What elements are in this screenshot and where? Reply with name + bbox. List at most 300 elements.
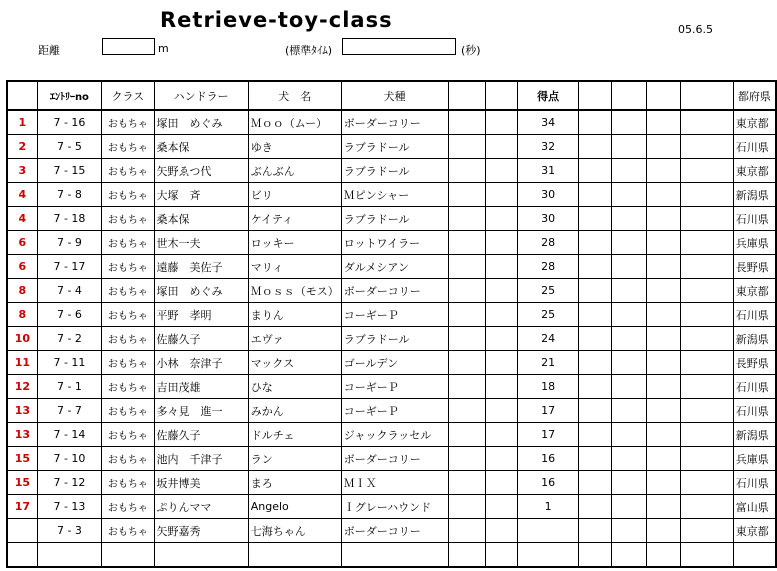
table-row: [7, 351, 776, 375]
breed-cell: ＭＩＸ: [341, 471, 448, 495]
breed-cell: Ｍピンシャー: [341, 183, 448, 207]
blank-cell: [448, 447, 485, 471]
dog-name-cell: マリィ: [248, 255, 341, 279]
entry-no-cell: 7 - 7: [37, 399, 101, 423]
class-cell: [102, 543, 154, 568]
blank-cell: [579, 303, 612, 327]
handler-cell: 平野 孝明: [154, 303, 248, 327]
score-cell: 31: [517, 159, 578, 183]
rank-cell: 12: [7, 375, 37, 399]
blank-cell: [579, 110, 612, 135]
blank-cell: [579, 183, 612, 207]
breed-cell: ボーダーコリー: [341, 519, 448, 543]
class-cell: おもちゃ: [102, 399, 154, 423]
blank-cell: [612, 279, 647, 303]
prefecture-cell: 新潟県: [733, 183, 776, 207]
entry-no-cell: 7 - 5: [37, 135, 101, 159]
standard-time-field[interactable]: [342, 38, 456, 55]
class-cell: おもちゃ: [102, 110, 154, 135]
blank-cell: [646, 159, 681, 183]
blank-cell: [681, 303, 733, 327]
score-cell: 16: [517, 471, 578, 495]
blank-cell: [612, 519, 647, 543]
blank-cell: [681, 279, 733, 303]
table-row: [7, 543, 776, 568]
entry-no-cell: 7 - 17: [37, 255, 101, 279]
score-cell: 17: [517, 399, 578, 423]
prefecture-cell: 富山県: [733, 495, 776, 519]
blank-cell: [681, 255, 733, 279]
blank-cell: [681, 159, 733, 183]
blank-cell: [448, 543, 485, 568]
rank-cell: 3: [7, 159, 37, 183]
table-row: [7, 471, 776, 495]
table-row: [7, 423, 776, 447]
table-row: [7, 303, 776, 327]
class-cell: おもちゃ: [102, 207, 154, 231]
blank-cell: [448, 519, 485, 543]
blank-cell: [486, 279, 518, 303]
class-cell: おもちゃ: [102, 447, 154, 471]
score-cell: 25: [517, 303, 578, 327]
blank-cell: [646, 351, 681, 375]
table-row: [7, 135, 776, 159]
blank-cell: [579, 159, 612, 183]
blank-cell: [681, 495, 733, 519]
entry-no-cell: 7 - 8: [37, 183, 101, 207]
handler-cell: 佐藤久子: [154, 423, 248, 447]
table-row: [7, 183, 776, 207]
dog-name-cell: Angelo: [248, 495, 341, 519]
blank-cell: [646, 255, 681, 279]
blank-cell: [486, 327, 518, 351]
blank-cell: [579, 207, 612, 231]
class-cell: おもちゃ: [102, 471, 154, 495]
entry-no-cell: 7 - 1: [37, 375, 101, 399]
date-label: 05.6.5: [678, 23, 713, 36]
dog-name-cell: ぶんぶん: [248, 159, 341, 183]
dog-name-cell: Ｍｏｓｓ（モス）: [248, 279, 341, 303]
handler-cell: 吉田茂雄: [154, 375, 248, 399]
distance-unit: m: [158, 42, 169, 55]
rank-cell: 13: [7, 399, 37, 423]
blank-cell: [486, 351, 518, 375]
dog-name-cell: ビリ: [248, 183, 341, 207]
blank-cell: [612, 183, 647, 207]
handler-cell: 遠藤 美佐子: [154, 255, 248, 279]
blank-cell: [646, 279, 681, 303]
blank-cell: [646, 207, 681, 231]
rank-cell: [7, 519, 37, 543]
header-dog-name: 犬 名: [248, 81, 341, 110]
blank-cell: [579, 231, 612, 255]
score-cell: 30: [517, 183, 578, 207]
header-blank: [681, 81, 733, 110]
table-row: [7, 159, 776, 183]
header-class: クラス: [102, 81, 154, 110]
entry-no-cell: 7 - 12: [37, 471, 101, 495]
table-row: [7, 279, 776, 303]
prefecture-cell: 長野県: [733, 255, 776, 279]
blank-cell: [486, 423, 518, 447]
table-row: [7, 255, 776, 279]
breed-cell: [341, 543, 448, 568]
blank-cell: [612, 375, 647, 399]
blank-cell: [448, 399, 485, 423]
blank-cell: [646, 543, 681, 568]
breed-cell: ジャックラッセル: [341, 423, 448, 447]
class-cell: おもちゃ: [102, 375, 154, 399]
header-blank: [579, 81, 612, 110]
dog-name-cell: Ｍｏｏ（ムー）: [248, 110, 341, 135]
blank-cell: [486, 375, 518, 399]
header-blank: [448, 81, 485, 110]
breed-cell: コーギーＰ: [341, 399, 448, 423]
prefecture-cell: 石川県: [733, 303, 776, 327]
blank-cell: [681, 231, 733, 255]
prefecture-cell: 石川県: [733, 399, 776, 423]
blank-cell: [579, 255, 612, 279]
entry-no-cell: 7 - 15: [37, 159, 101, 183]
prefecture-cell: 長野県: [733, 351, 776, 375]
dog-name-cell: ロッキー: [248, 231, 341, 255]
blank-cell: [646, 519, 681, 543]
dog-name-cell: 七海ちゃん: [248, 519, 341, 543]
dog-name-cell: ゆき: [248, 135, 341, 159]
blank-cell: [646, 231, 681, 255]
blank-cell: [486, 399, 518, 423]
results-table: [6, 80, 777, 568]
entry-no-cell: 7 - 2: [37, 327, 101, 351]
blank-cell: [681, 135, 733, 159]
class-cell: おもちゃ: [102, 519, 154, 543]
blank-cell: [579, 471, 612, 495]
blank-cell: [448, 135, 485, 159]
blank-cell: [681, 351, 733, 375]
blank-cell: [486, 495, 518, 519]
blank-cell: [612, 351, 647, 375]
handler-cell: 坂井博美: [154, 471, 248, 495]
prefecture-cell: 東京都: [733, 279, 776, 303]
blank-cell: [486, 159, 518, 183]
entry-no-cell: 7 - 13: [37, 495, 101, 519]
entry-no-cell: 7 - 11: [37, 351, 101, 375]
score-cell: 24: [517, 327, 578, 351]
table-row: [7, 495, 776, 519]
breed-cell: ラブラドール: [341, 207, 448, 231]
handler-cell: 小林 奈津子: [154, 351, 248, 375]
prefecture-cell: 石川県: [733, 471, 776, 495]
blank-cell: [486, 183, 518, 207]
blank-cell: [612, 159, 647, 183]
table-header-row: [7, 81, 776, 110]
score-cell: 1: [517, 495, 578, 519]
score-cell: 34: [517, 110, 578, 135]
score-cell: [517, 543, 578, 568]
prefecture-cell: 新潟県: [733, 327, 776, 351]
header-blank: [646, 81, 681, 110]
blank-cell: [579, 351, 612, 375]
score-cell: 28: [517, 231, 578, 255]
rank-cell: 2: [7, 135, 37, 159]
blank-cell: [612, 231, 647, 255]
rank-cell: 8: [7, 303, 37, 327]
blank-cell: [612, 447, 647, 471]
blank-cell: [612, 255, 647, 279]
blank-cell: [448, 231, 485, 255]
rank-cell: 4: [7, 207, 37, 231]
blank-cell: [646, 183, 681, 207]
breed-cell: ラブラドール: [341, 135, 448, 159]
blank-cell: [681, 207, 733, 231]
breed-cell: コーギーＰ: [341, 303, 448, 327]
score-cell: 28: [517, 255, 578, 279]
blank-cell: [681, 399, 733, 423]
dog-name-cell: ラン: [248, 447, 341, 471]
breed-cell: ボーダーコリー: [341, 279, 448, 303]
blank-cell: [448, 423, 485, 447]
table-row: [7, 375, 776, 399]
blank-cell: [646, 135, 681, 159]
blank-cell: [579, 327, 612, 351]
score-cell: 32: [517, 135, 578, 159]
entry-no-cell: 7 - 4: [37, 279, 101, 303]
class-cell: おもちゃ: [102, 279, 154, 303]
blank-cell: [681, 423, 733, 447]
blank-cell: [448, 351, 485, 375]
blank-cell: [681, 447, 733, 471]
table-row: [7, 110, 776, 135]
blank-cell: [579, 399, 612, 423]
blank-cell: [579, 447, 612, 471]
prefecture-cell: 石川県: [733, 207, 776, 231]
blank-cell: [448, 255, 485, 279]
blank-cell: [448, 183, 485, 207]
score-cell: 25: [517, 279, 578, 303]
blank-cell: [486, 135, 518, 159]
header-score: 得点: [517, 81, 578, 110]
prefecture-cell: 新潟県: [733, 423, 776, 447]
blank-cell: [612, 423, 647, 447]
class-cell: おもちゃ: [102, 327, 154, 351]
blank-cell: [448, 207, 485, 231]
blank-cell: [448, 110, 485, 135]
rank-cell: 15: [7, 447, 37, 471]
rank-cell: 6: [7, 231, 37, 255]
dog-name-cell: まろ: [248, 471, 341, 495]
blank-cell: [646, 303, 681, 327]
entry-no-cell: 7 - 10: [37, 447, 101, 471]
blank-cell: [579, 543, 612, 568]
dog-name-cell: みかん: [248, 399, 341, 423]
blank-cell: [612, 110, 647, 135]
page-title: Retrieve-toy-class: [160, 8, 393, 32]
breed-cell: コーギーＰ: [341, 375, 448, 399]
blank-cell: [579, 135, 612, 159]
handler-cell: 池内 千津子: [154, 447, 248, 471]
header-entry-no: ｴﾝﾄﾘｰno: [37, 81, 101, 110]
table-row: [7, 327, 776, 351]
prefecture-cell: 石川県: [733, 375, 776, 399]
dog-name-cell: マックス: [248, 351, 341, 375]
entry-no-cell: [37, 543, 101, 568]
header-prefecture: 都府県: [733, 81, 776, 110]
blank-cell: [579, 423, 612, 447]
blank-cell: [681, 543, 733, 568]
breed-cell: ロットワイラー: [341, 231, 448, 255]
blank-cell: [486, 207, 518, 231]
rank-cell: 17: [7, 495, 37, 519]
entry-no-cell: 7 - 16: [37, 110, 101, 135]
blank-cell: [579, 375, 612, 399]
blank-cell: [646, 471, 681, 495]
breed-cell: ボーダーコリー: [341, 110, 448, 135]
rank-cell: 11: [7, 351, 37, 375]
dog-name-cell: ひな: [248, 375, 341, 399]
blank-cell: [612, 399, 647, 423]
header-handler: ハンドラー: [154, 81, 248, 110]
class-cell: おもちゃ: [102, 351, 154, 375]
rank-cell: 4: [7, 183, 37, 207]
score-cell: 30: [517, 207, 578, 231]
class-cell: おもちゃ: [102, 495, 154, 519]
blank-cell: [448, 279, 485, 303]
handler-cell: 塚田 めぐみ: [154, 110, 248, 135]
handler-cell: [154, 543, 248, 568]
class-cell: おもちゃ: [102, 303, 154, 327]
blank-cell: [579, 519, 612, 543]
blank-cell: [612, 543, 647, 568]
table-row: [7, 207, 776, 231]
blank-cell: [646, 110, 681, 135]
rank-cell: 8: [7, 279, 37, 303]
blank-cell: [612, 471, 647, 495]
blank-cell: [448, 375, 485, 399]
breed-cell: ボーダーコリー: [341, 447, 448, 471]
score-cell: [517, 519, 578, 543]
blank-cell: [448, 303, 485, 327]
blank-cell: [579, 279, 612, 303]
breed-cell: ゴールデン: [341, 351, 448, 375]
distance-label: 距離: [38, 44, 60, 57]
handler-cell: 大塚 斉: [154, 183, 248, 207]
blank-cell: [646, 447, 681, 471]
blank-cell: [612, 495, 647, 519]
dog-name-cell: ケイティ: [248, 207, 341, 231]
handler-cell: 塚田 めぐみ: [154, 279, 248, 303]
blank-cell: [612, 135, 647, 159]
blank-cell: [646, 399, 681, 423]
score-cell: 21: [517, 351, 578, 375]
entry-no-cell: 7 - 18: [37, 207, 101, 231]
blank-cell: [486, 519, 518, 543]
blank-cell: [486, 471, 518, 495]
blank-cell: [646, 495, 681, 519]
distance-field[interactable]: [102, 38, 155, 55]
blank-cell: [681, 471, 733, 495]
rank-cell: [7, 543, 37, 568]
class-cell: おもちゃ: [102, 231, 154, 255]
table-row: [7, 519, 776, 543]
class-cell: おもちゃ: [102, 159, 154, 183]
handler-cell: 多々見 進一: [154, 399, 248, 423]
blank-cell: [612, 327, 647, 351]
handler-cell: 桑本保: [154, 135, 248, 159]
blank-cell: [646, 423, 681, 447]
blank-cell: [486, 447, 518, 471]
class-cell: おもちゃ: [102, 255, 154, 279]
rank-cell: 6: [7, 255, 37, 279]
dog-name-cell: [248, 543, 341, 568]
entry-no-cell: 7 - 3: [37, 519, 101, 543]
class-cell: おもちゃ: [102, 423, 154, 447]
rank-cell: 13: [7, 423, 37, 447]
handler-cell: 矢野ゑつ代: [154, 159, 248, 183]
blank-cell: [486, 231, 518, 255]
blank-cell: [486, 255, 518, 279]
prefecture-cell: 兵庫県: [733, 231, 776, 255]
blank-cell: [579, 495, 612, 519]
blank-cell: [681, 183, 733, 207]
prefecture-cell: 東京都: [733, 159, 776, 183]
breed-cell: ラブラドール: [341, 327, 448, 351]
rank-cell: 15: [7, 471, 37, 495]
dog-name-cell: まりん: [248, 303, 341, 327]
breed-cell: ダルメシアン: [341, 255, 448, 279]
class-cell: おもちゃ: [102, 183, 154, 207]
blank-cell: [448, 327, 485, 351]
handler-cell: 世木一夫: [154, 231, 248, 255]
score-cell: 17: [517, 423, 578, 447]
header-blank: [612, 81, 647, 110]
score-cell: 18: [517, 375, 578, 399]
blank-cell: [448, 159, 485, 183]
entry-no-cell: 7 - 9: [37, 231, 101, 255]
handler-cell: 佐藤久子: [154, 327, 248, 351]
class-cell: おもちゃ: [102, 135, 154, 159]
handler-cell: 矢野嘉秀: [154, 519, 248, 543]
blank-cell: [681, 375, 733, 399]
entry-no-cell: 7 - 6: [37, 303, 101, 327]
handler-cell: 桑本保: [154, 207, 248, 231]
blank-cell: [486, 543, 518, 568]
rank-cell: 10: [7, 327, 37, 351]
blank-cell: [681, 519, 733, 543]
table-row: [7, 399, 776, 423]
standard-time-unit: (秒): [461, 44, 481, 57]
dog-name-cell: エヴァ: [248, 327, 341, 351]
prefecture-cell: 東京都: [733, 110, 776, 135]
blank-cell: [448, 471, 485, 495]
header-blank: [486, 81, 518, 110]
breed-cell: Ｉグレーハウンド: [341, 495, 448, 519]
breed-cell: ラブラドール: [341, 159, 448, 183]
header-breed: 犬種: [341, 81, 448, 110]
standard-time-label: (標準ﾀｲﾑ): [285, 44, 333, 57]
prefecture-cell: [733, 543, 776, 568]
rank-cell: 1: [7, 110, 37, 135]
dog-name-cell: ドルチェ: [248, 423, 341, 447]
header-rank: [7, 81, 37, 110]
blank-cell: [612, 207, 647, 231]
blank-cell: [486, 110, 518, 135]
score-cell: 16: [517, 447, 578, 471]
prefecture-cell: 兵庫県: [733, 447, 776, 471]
table-row: [7, 447, 776, 471]
blank-cell: [681, 327, 733, 351]
blank-cell: [646, 327, 681, 351]
prefecture-cell: 石川県: [733, 135, 776, 159]
